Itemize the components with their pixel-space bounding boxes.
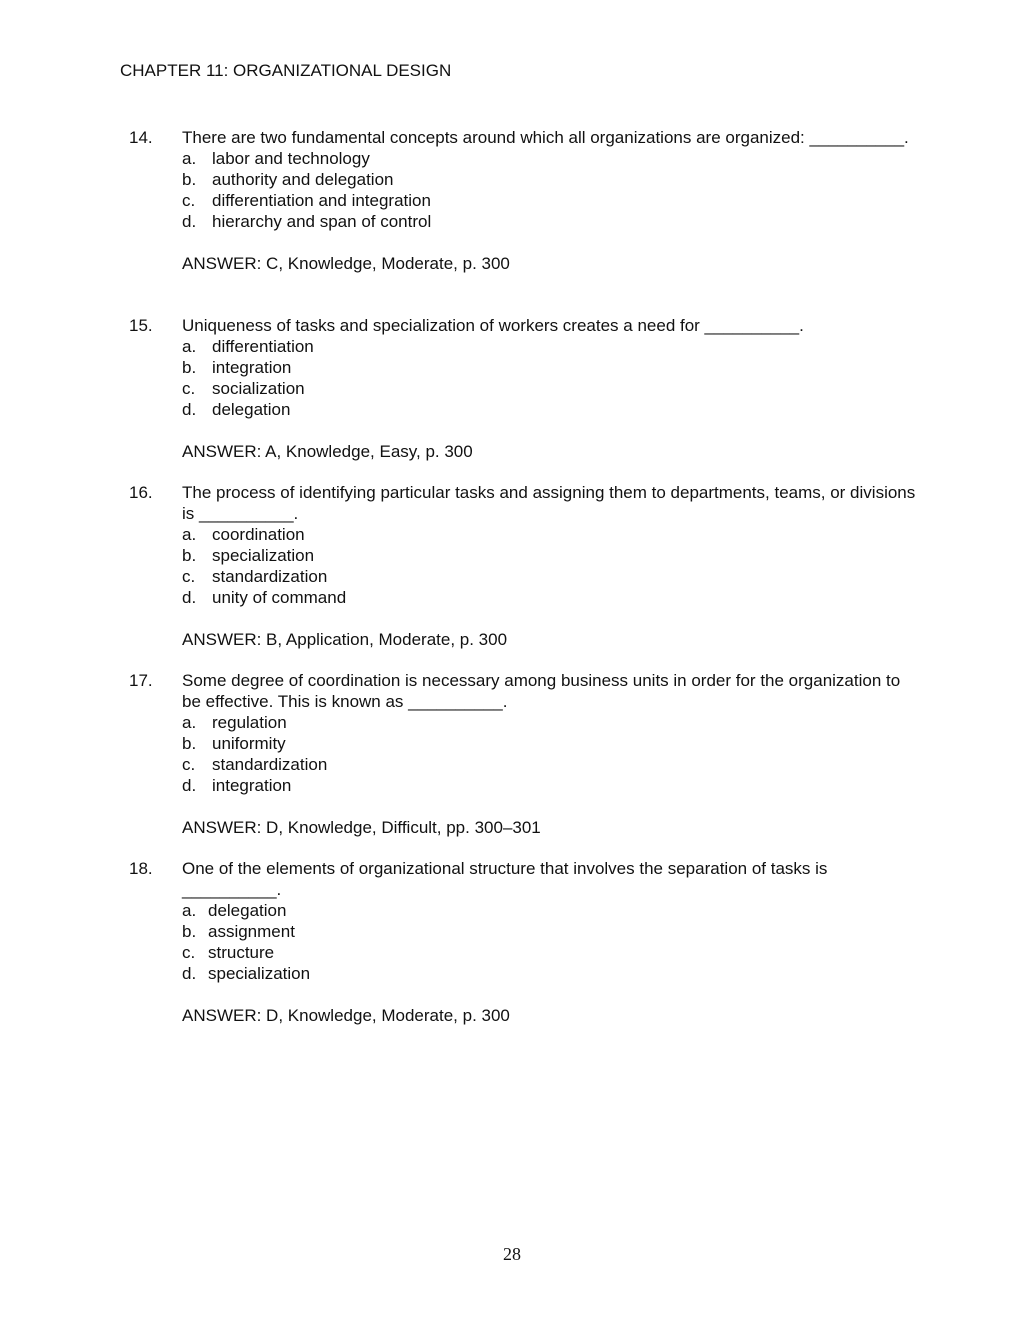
options-list — [182, 336, 922, 420]
option-letter: d. — [182, 400, 197, 419]
option-letter: b. — [182, 170, 197, 189]
question-text: Some degree of coordination is necessary among business units in order for the organization to be effective. This is known as __________. — [182, 671, 901, 711]
answer-line: ANSWER: C, Knowledge, Moderate, p. 300 — [182, 254, 510, 273]
option-letter: c. — [182, 567, 196, 586]
question-body — [182, 482, 922, 650]
option-b — [182, 921, 922, 942]
option-b — [182, 733, 922, 754]
question-text: One of the elements of organizational structure that involves the separation of tasks is __________. — [182, 859, 828, 899]
option-text: socialization — [212, 379, 305, 398]
option-text: differentiation — [212, 337, 314, 356]
option-a — [182, 712, 922, 733]
option-b — [182, 169, 922, 190]
answer-line: ANSWER: D, Knowledge, Moderate, p. 300 — [182, 1006, 510, 1025]
question-number: 16. — [129, 483, 153, 502]
question-number: 17. — [129, 671, 153, 690]
options-list — [182, 148, 922, 232]
option-b — [182, 545, 922, 566]
question-number: 18. — [129, 859, 153, 878]
option-d — [182, 775, 922, 796]
question-body — [182, 858, 922, 1026]
option-a — [182, 524, 922, 545]
question-body — [182, 670, 922, 838]
option-b — [182, 357, 922, 378]
question-body — [182, 127, 922, 274]
page-number: 28 — [503, 1244, 521, 1264]
option-letter: a. — [182, 901, 197, 920]
option-d — [182, 963, 922, 984]
option-text: assignment — [208, 922, 295, 941]
question-text: Uniqueness of tasks and specialization of workers creates a need for __________. — [182, 316, 804, 335]
option-c — [182, 754, 922, 775]
option-letter: b. — [182, 546, 197, 565]
option-text: integration — [212, 776, 292, 795]
option-text: labor and technology — [212, 149, 370, 168]
option-text: authority and delegation — [212, 170, 394, 189]
options-list — [182, 524, 922, 608]
answer-line: ANSWER: B, Application, Moderate, p. 300 — [182, 630, 508, 649]
option-text: regulation — [212, 713, 287, 732]
option-text: standardization — [212, 567, 328, 586]
option-text: coordination — [212, 525, 305, 544]
option-letter: d. — [182, 212, 197, 231]
option-letter: d. — [182, 776, 197, 795]
option-d — [182, 211, 922, 232]
option-letter: d. — [182, 588, 197, 607]
option-text: structure — [208, 943, 275, 962]
options-list — [182, 900, 922, 984]
option-letter: a. — [182, 149, 197, 168]
option-letter: a. — [182, 713, 197, 732]
option-letter: a. — [182, 337, 197, 356]
chapter-header: CHAPTER 11: ORGANIZATIONAL DESIGN — [120, 61, 452, 80]
answer-line: ANSWER: D, Knowledge, Difficult, pp. 300–301 — [182, 818, 541, 837]
option-letter: c. — [182, 191, 196, 210]
option-text: specialization — [212, 546, 315, 565]
answer-line: ANSWER: A, Knowledge, Easy, p. 300 — [182, 442, 473, 461]
option-c — [182, 378, 922, 399]
option-text: delegation — [212, 400, 291, 419]
option-letter: b. — [182, 358, 197, 377]
option-text: uniformity — [212, 734, 286, 753]
option-text: differentiation and integration — [212, 191, 431, 210]
option-letter: a. — [182, 525, 197, 544]
option-text: delegation — [208, 901, 287, 920]
option-text: standardization — [212, 755, 328, 774]
option-a — [182, 148, 922, 169]
question-number: 15. — [129, 316, 153, 335]
option-letter: b. — [182, 922, 197, 941]
option-letter: c. — [182, 379, 196, 398]
option-letter: d. — [182, 964, 197, 983]
question-text: There are two fundamental concepts around which all organizations are organized: __________. — [182, 128, 909, 147]
option-text: integration — [212, 358, 292, 377]
option-letter: c. — [182, 755, 196, 774]
option-d — [182, 399, 922, 420]
options-list — [182, 712, 922, 796]
question-text: The process of identifying particular tasks and assigning them to departments, teams, or divisions is __________. — [182, 483, 916, 523]
option-text: unity of command — [212, 588, 347, 607]
option-d — [182, 587, 922, 608]
option-c — [182, 566, 922, 587]
option-a — [182, 900, 922, 921]
question-number: 14. — [129, 128, 153, 147]
option-letter: c. — [182, 943, 196, 962]
option-a — [182, 336, 922, 357]
option-text: specialization — [208, 964, 311, 983]
option-text: hierarchy and span of control — [212, 212, 432, 231]
option-letter: b. — [182, 734, 197, 753]
option-c — [182, 942, 922, 963]
question-body — [182, 315, 922, 462]
option-c — [182, 190, 922, 211]
